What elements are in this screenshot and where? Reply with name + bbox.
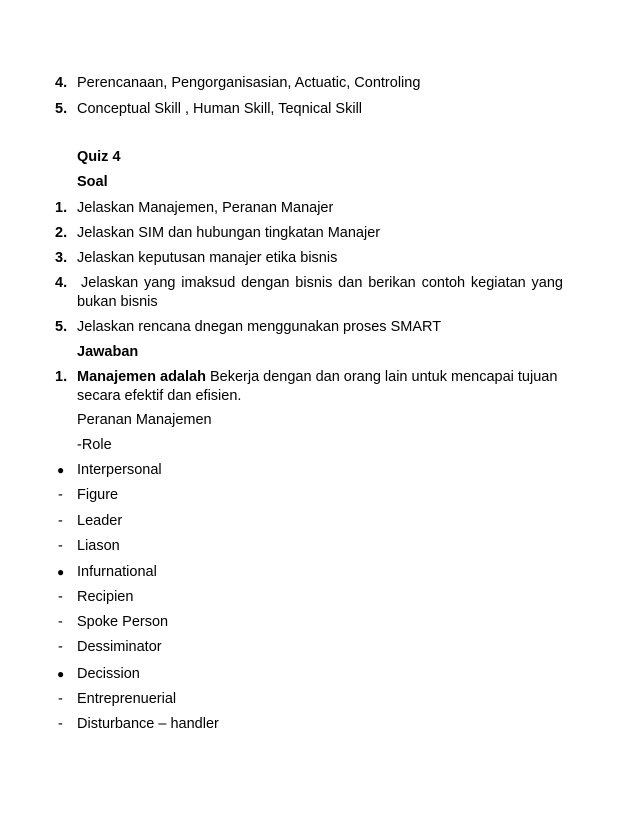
question-text-line2: bukan bisnis [77,294,158,310]
question-text-line1: Jelaskan yang imaksud dengan bisnis dan berikan contoh kegiatan yang [81,275,563,291]
role-item-text: Figure [77,487,119,503]
question-number: 1. [55,200,68,216]
role-item-text: Recipien [77,589,134,605]
list-number: 4. [55,75,68,91]
question-number: 3. [55,250,68,266]
dash-icon: - [58,691,63,707]
quiz-title: Quiz 4 [77,149,121,165]
dash-icon: - [58,716,63,732]
answer-text-line2: secara efektif dan efisien. [77,388,242,404]
list-text: Conceptual Skill , Human Skill, Teqnical Skill [77,101,363,117]
answer-number: 1. [55,369,68,385]
role-item-text: Dessiminator [77,639,162,655]
question-text: Jelaskan rencana dnegan menggunakan proses SMART [77,319,442,335]
dash-icon: - [58,513,63,529]
list-number: 5. [55,101,68,117]
dash-icon: - [58,614,63,630]
role-group-title: Decission [77,666,140,682]
answer-rest: Bekerja dengan dan orang lain untuk mencapai tujuan [205,369,558,385]
role-group-title: Interpersonal [77,462,162,478]
soal-title: Soal [77,174,108,190]
jawaban-title: Jawaban [77,344,139,360]
peranan-title: Peranan Manajemen [77,412,212,428]
answer-bold-lead: Manajemen adalah [77,369,206,385]
question-text: Jelaskan Manajemen, Peranan Manajer [77,200,334,216]
role-label: -Role [77,437,112,453]
question-number: 5. [55,319,68,335]
answer-text-line1 [77,368,557,386]
question-text: Jelaskan keputusan manajer etika bisnis [77,250,338,266]
bullet-icon: ● [57,565,65,579]
dash-icon: - [58,538,63,554]
question-text: Jelaskan SIM dan hubungan tingkatan Manajer [77,225,381,241]
bullet-icon: ● [57,667,65,681]
bullet-icon: ● [57,463,65,477]
role-item-text: Spoke Person [77,614,169,630]
question-number: 4. [55,275,68,291]
list-text: Perencanaan, Pengorganisasian, Actuatic, Controling [77,75,421,91]
question-number: 2. [55,225,68,241]
role-item-text: Disturbance – handler [77,716,219,732]
role-item-text: Leader [77,513,123,529]
role-group-title: Infurnational [77,564,157,580]
dash-icon: - [58,639,63,655]
dash-icon: - [58,487,63,503]
role-item-text: Liason [77,538,120,554]
dash-icon: - [58,589,63,605]
role-item-text: Entreprenuerial [77,691,177,707]
